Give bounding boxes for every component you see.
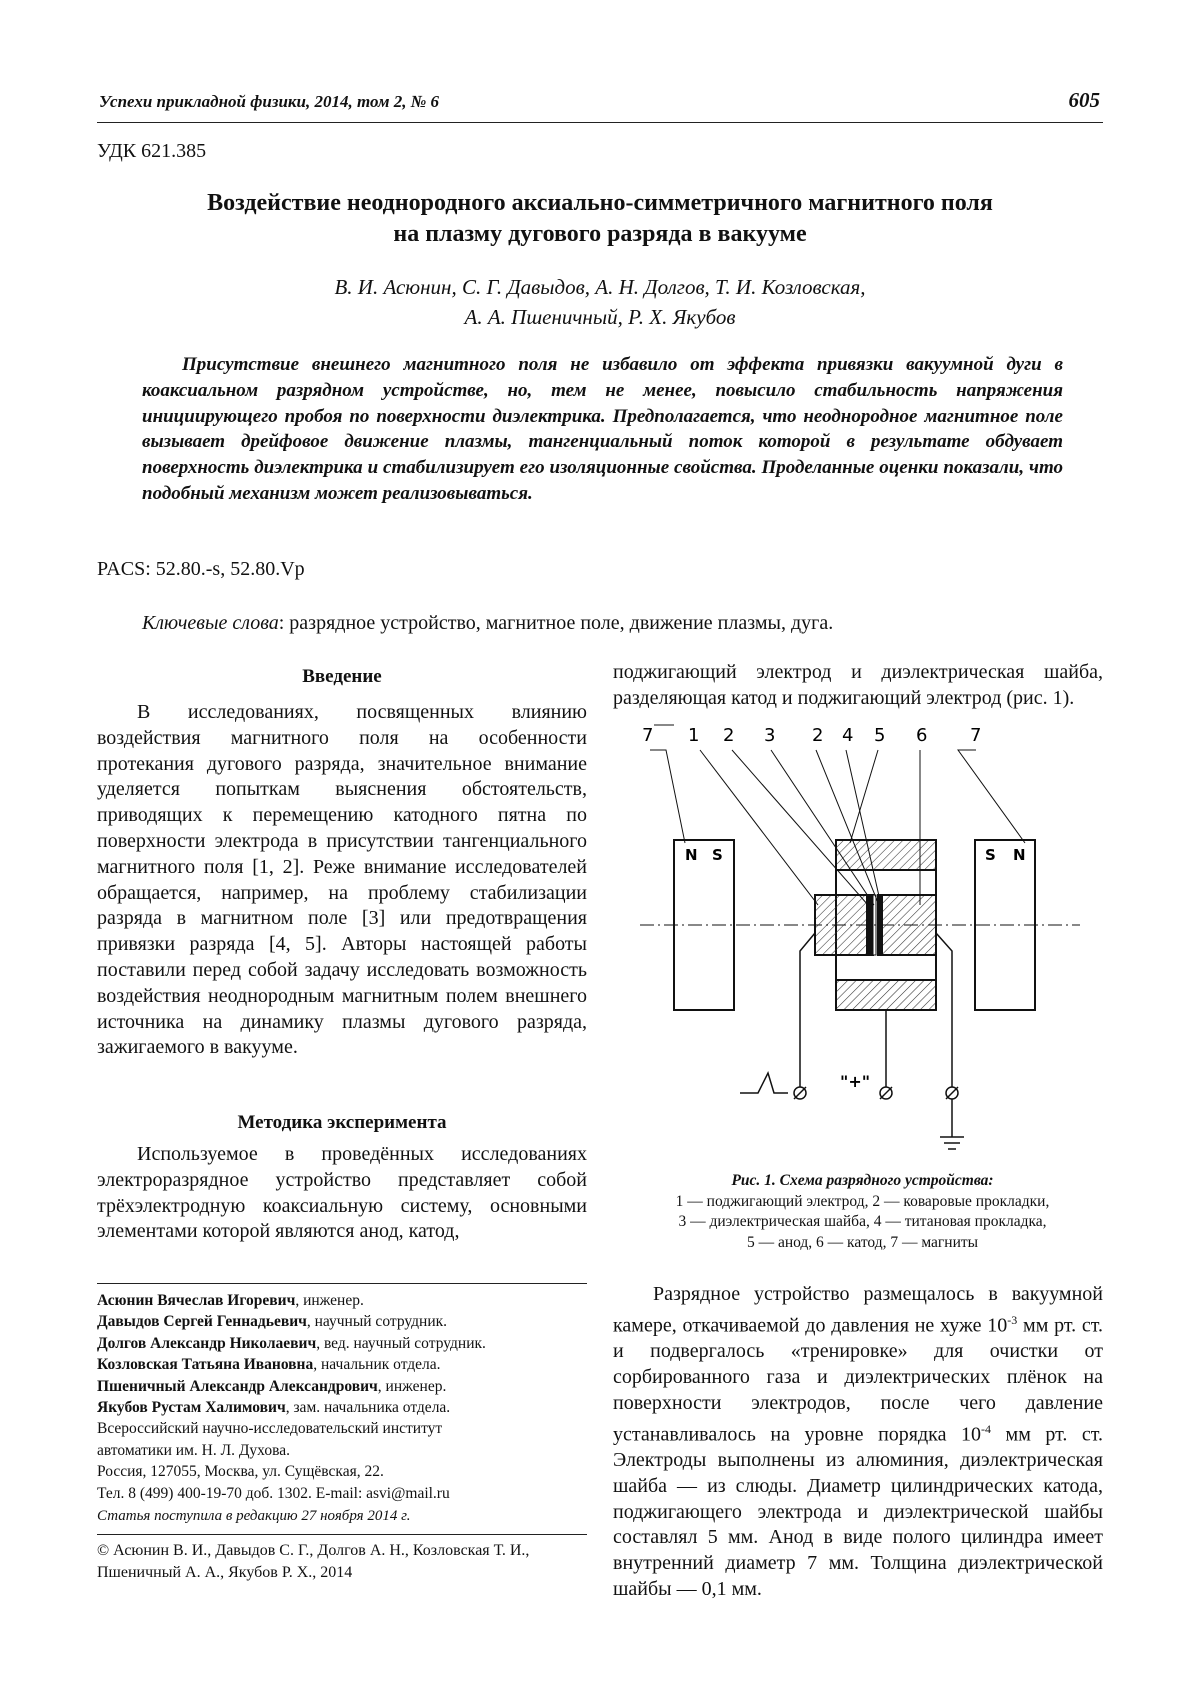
keywords-text: : разрядное устройство, магнитное поле, движение плазмы, дуга. [278,612,834,634]
diagram-labels [642,725,981,746]
right-top-paragraph: поджигающий электрод и диэлектрическая шайба, разделяющая катод и поджигающий электрод (рис. 1). [613,661,1103,709]
footnote-rule [97,1283,587,1284]
pressure-2: 10 [961,1423,981,1446]
anode-bottom [836,980,936,1010]
pulse-icon [740,1073,788,1093]
pacs-codes: PACS: 52.80.-s, 52.80.Vp [97,558,305,580]
caption-title: Рис. 1. Схема разрядного устройства: [731,1172,994,1189]
discharge-device-diagram [640,725,1090,1165]
author-role: , вед. научный сотрудник. [316,1334,486,1352]
pressure-1-exp: -3 [1007,1312,1018,1327]
plus-label: "+" [840,1072,871,1091]
author-entry [97,1290,597,1311]
author-role: , научный сотрудник. [306,1313,448,1331]
leader-7-right [958,750,1025,843]
address: Россия, 127055, Москва, ул. Сущёвская, 22. [97,1463,384,1481]
author-entry [97,1376,597,1397]
title-line-2: на плазму дугового разряда в вакууме [393,221,807,247]
right-magnet-s: S [985,846,996,864]
leader-3 [771,750,874,905]
para-part-2: мм рт. ст. и подвергалось «тренировке» для очистки от сорбированного газа и диэлектрических плёнок на поверхности электродов, после чего давление устанавливалось на уровне порядка [613,1314,1103,1446]
para-part-3: мм рт. ст. Электроды выполнены из алюминия, диэлектрическая шайба — из слюды. Диаметр цилиндрических катода, поджигающего электрода и диэлектрической шайбы составлял 5 мм. Анод в виде полого цилиндра имеет внутренний диаметр 7 мм. Толщина диэлектрической шайбы — 0,1 мм. [613,1423,1103,1601]
method-heading: Методика эксперимента [237,1112,447,1133]
keywords-label: Ключевые слова [142,612,279,634]
author-footnote [97,1290,597,1504]
para-part-1: Разрядное устройство размещалось в вакуумной камере, откачиваемой до давления не хуже [613,1283,1103,1337]
contact: Тел. 8 (499) 400-19-70 доб. 1302. E-mail: asvi@mail.ru [97,1484,450,1502]
org-line-1: Всероссийский научно-исследовательский институт [97,1420,443,1438]
label-6: 6 [916,725,928,746]
method-paragraph: Используемое в проведённых исследованиях электроразрядное устройство представляет собой трёхэлектродную коаксиальную систему, основными элементами которой являются анод, катод, [97,1143,587,1243]
label-3: 3 [764,725,776,746]
page-number: 605 [1068,88,1100,112]
author-entry [97,1397,597,1418]
author-name: Давыдов Сергей Геннадьевич [97,1313,307,1331]
abstract: Присутствие внешнего магнитного поля не избавило от эффекта привязки вакуумной дуги в коаксиальном разрядном устройстве, но, тем не менее, повысило стабильность напряжения инициирующего пробоя по поверхности диэлектрика. Предполагается, что неоднородное магнитное поле вызывает дрейфовое движение плазмы, тангенциальный поток которой в результате обдувает поверхность диэлектрика и стабилизирует его изоляционные свойства. Проделанные оценки показали, что подобный механизм может реализовываться. [142,354,1063,504]
igniter-wire [800,933,815,1087]
label-5: 5 [874,725,886,746]
author-role: , начальник отдела. [313,1356,441,1374]
leader-7-left [650,750,685,843]
right-magnet-n: N [1013,846,1026,864]
label-7-left: 7 [642,725,654,746]
copyright-rule [97,1534,587,1535]
caption-line-2: 3 — диэлектрическая шайба, 4 — титановая прокладка, [678,1213,1047,1230]
title-line-1: Воздействие неоднородного аксиально-симметричного магнитного поля [207,190,993,216]
author-role: , зам. начальника отдела. [285,1399,451,1417]
left-magnet-s: S [712,846,723,864]
caption-line-1: 1 — поджигающий электрод, 2 — коваровые прокладки, [675,1192,1050,1210]
pressure-1: 10 [987,1314,1008,1337]
author-role: , инженер. [295,1292,364,1309]
figure-caption [622,1171,1103,1253]
received-date: Статья поступила в редакцию 27 ноября 2014 г. [97,1508,411,1524]
caption-line-3: 5 — анод, 6 — катод, 7 — магниты [746,1233,979,1251]
author-name: Долгов Александр Николаевич [97,1334,317,1352]
copyright: © Асюнин В. И., Давыдов С. Г., Долгов А. Н., Козловская Т. И., Пшеничный А. А., Якубов Р. Х., 2014 [97,1542,530,1581]
right-bottom-paragraph [613,1282,1103,1603]
author-entry [97,1333,597,1354]
authors-line-1: В. И. Асюнин, С. Г. Давыдов, А. Н. Долгов, Т. И. Козловская, [334,275,866,299]
cathode-wire [936,933,952,1087]
authors-line-2: А. А. Пшеничный, Р. Х. Якубов [464,305,736,329]
author-list [97,1290,597,1418]
label-7-right: 7 [970,725,982,746]
keywords [142,612,833,635]
label-2-right: 2 [812,725,824,746]
paper-title [97,188,1103,250]
header-rule [97,122,1103,123]
author-name: Якубов Рустам Халимович [97,1399,286,1417]
authors [97,272,1103,332]
udk-code: УДК 621.385 [97,140,207,162]
anode-top [836,840,936,870]
author-role: , инженер. [377,1377,447,1395]
author-name: Пшеничный Александр Александрович [97,1377,378,1395]
author-entry [97,1354,597,1375]
label-2-left: 2 [723,725,735,746]
org-line-2: автоматики им. Н. Л. Духова. [97,1441,290,1459]
author-entry [97,1311,597,1332]
journal-header: Успехи прикладной физики, 2014, том 2, № 6 [99,92,440,111]
pressure-2-exp: -4 [981,1421,991,1436]
author-name: Козловская Татьяна Ивановна [97,1356,314,1374]
label-4: 4 [842,725,854,746]
left-magnet-n: N [685,846,698,864]
intro-heading: Введение [302,666,382,687]
author-name: Асюнин Вячеслав Игоревич [97,1292,296,1309]
label-1: 1 [688,725,700,746]
intro-paragraph: В исследованиях, посвященных влиянию воздействия магнитного поля на особенности протекания дугового разряда, значительное внимание уделяется попыткам выяснения обстоятельств, приводящих к перемещению катодного пятна по поверхности электрода в присутствии тангенциального магнитного поля [1, 2]. Реже внимание исследователей обращается, например, на проблему стабилизации разряда в магнитном поле [3] или предотвращения привязки разряда [4, 5]. Авторы настоящей работы поставили перед собой задачу исследовать возможность воздействия неоднородным магнитным полем внешнего источника на динамику плазмы дугового разряда, зажигаемого в вакууме. [97,701,587,1059]
